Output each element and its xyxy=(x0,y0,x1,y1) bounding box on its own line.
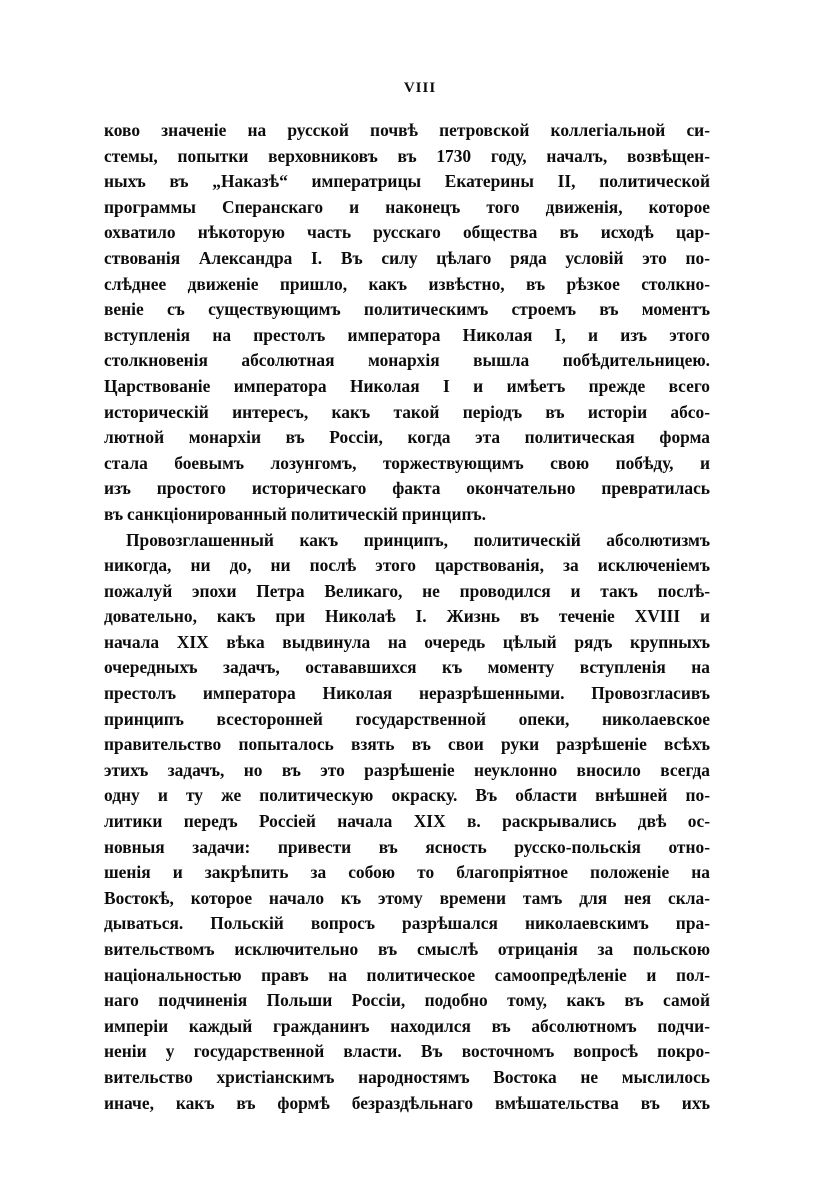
text-line: ствованія Александра I. Въ силу цѣлаго ряда условій это по- xyxy=(104,247,710,268)
text-line: дываться. Польскій вопросъ разрѣшался николаевскимъ пра- xyxy=(104,913,710,934)
text-line: иначе, какъ въ формѣ безраздѣльнаго вмѣшательства въ ихъ xyxy=(104,1092,710,1113)
text-line: ныхъ въ „Наказѣ“ императрицы Екатерины II, политической xyxy=(104,171,710,192)
text-line: охватило нѣкоторую часть русскаго общества въ исходѣ цар- xyxy=(104,222,710,243)
text-line: стемы, попытки верховниковъ въ 1730 году, началъ, возвѣщен- xyxy=(104,145,710,166)
text-line: изъ простого историческаго факта окончательно превратилась xyxy=(104,478,710,499)
text-line: довательно, какъ при Николаѣ I. Жизнь въ теченіе XVIII и xyxy=(104,606,710,627)
text-line: шенія и закрѣпить за собою то благопріятное положеніе на xyxy=(104,862,710,883)
text-line: одну и ту же политическую окраску. Въ области внѣшней по- xyxy=(104,785,710,806)
text-line: въ санкціонированный политическій принципъ. xyxy=(104,503,486,524)
page-number: VIII xyxy=(403,80,437,96)
text-line: наго подчиненія Польши Россіи, подобно тому, какъ въ самой xyxy=(104,990,710,1011)
text-line: веніе съ существующимъ политическимъ строемъ въ моментъ xyxy=(104,299,710,320)
text-line: имперіи каждый гражданинъ находился въ абсолютномъ подчи- xyxy=(104,1015,710,1036)
text-line: литики передъ Россіей начала XIX в. раскрывались двѣ ос- xyxy=(104,811,710,832)
text-line: лютной монархіи въ Россіи, когда эта политическая форма xyxy=(104,427,710,448)
paragraph-2 xyxy=(104,528,710,1117)
text-line: программы Сперанскаго и наконецъ того движенія, которое xyxy=(104,196,710,217)
text-line: новныя задачи: привести въ ясность русско-польскія отно- xyxy=(104,836,710,857)
text-line: вительство христіанскимъ народностямъ Востока не мыслилось xyxy=(104,1066,710,1087)
text-line: Провозглашенный какъ принципъ, политическій абсолютизмъ xyxy=(126,529,710,550)
text-line: столкновенія абсолютная монархія вышла побѣдительницею. xyxy=(104,350,710,371)
text-line: вительствомъ исключительно въ смыслѣ отрицанія за польскою xyxy=(104,939,710,959)
paragraph-1 xyxy=(104,118,710,528)
text-line: начала XIX вѣка выдвинула на очередь цѣлый рядъ крупныхъ xyxy=(104,631,710,652)
text-line: національностью правъ на политическое самоопредѣленіе и пол- xyxy=(104,964,710,985)
text-line: неніи у государственной власти. Въ восточномъ вопросѣ покро- xyxy=(104,1041,710,1062)
text-line: стала боевымъ лозунгомъ, торжествующимъ свою побѣду, и xyxy=(104,452,710,473)
text-line: правительство попыталось взять въ свои руки разрѣшеніе всѣхъ xyxy=(104,734,710,755)
body-text xyxy=(104,118,710,1116)
text-line: престолъ императора Николая неразрѣшенными. Провозгласивъ xyxy=(104,683,710,704)
text-line: историческій интересъ, какъ такой періодъ въ исторіи абсо- xyxy=(104,401,710,422)
text-line: очередныхъ задачъ, остававшихся къ моменту вступленія на xyxy=(104,657,710,678)
text-line: принципъ всесторонней государственной опеки, николаевское xyxy=(104,708,710,729)
text-line: пожалуй эпохи Петра Великаго, не проводился и такъ послѣ- xyxy=(104,580,710,601)
text-line: этихъ задачъ, но въ это разрѣшеніе неуклонно вносило всегда xyxy=(104,759,710,780)
text-line: слѣднее движеніе пришло, какъ извѣстно, въ рѣзкое столкно- xyxy=(104,273,710,294)
text-line: ково значеніе на русской почвѣ петровской коллегіальной си- xyxy=(104,120,710,140)
text-line: Востокѣ, которое начало къ этому времени тамъ для нея скла- xyxy=(104,887,710,908)
text-line: Царствованіе императора Николая I и имѣетъ прежде всего xyxy=(104,375,710,396)
text-line: вступленія на престолъ императора Николая I, и изъ этого xyxy=(104,324,710,345)
text-line: никогда, ни до, ни послѣ этого царствованія, за исключеніемъ xyxy=(104,555,710,576)
